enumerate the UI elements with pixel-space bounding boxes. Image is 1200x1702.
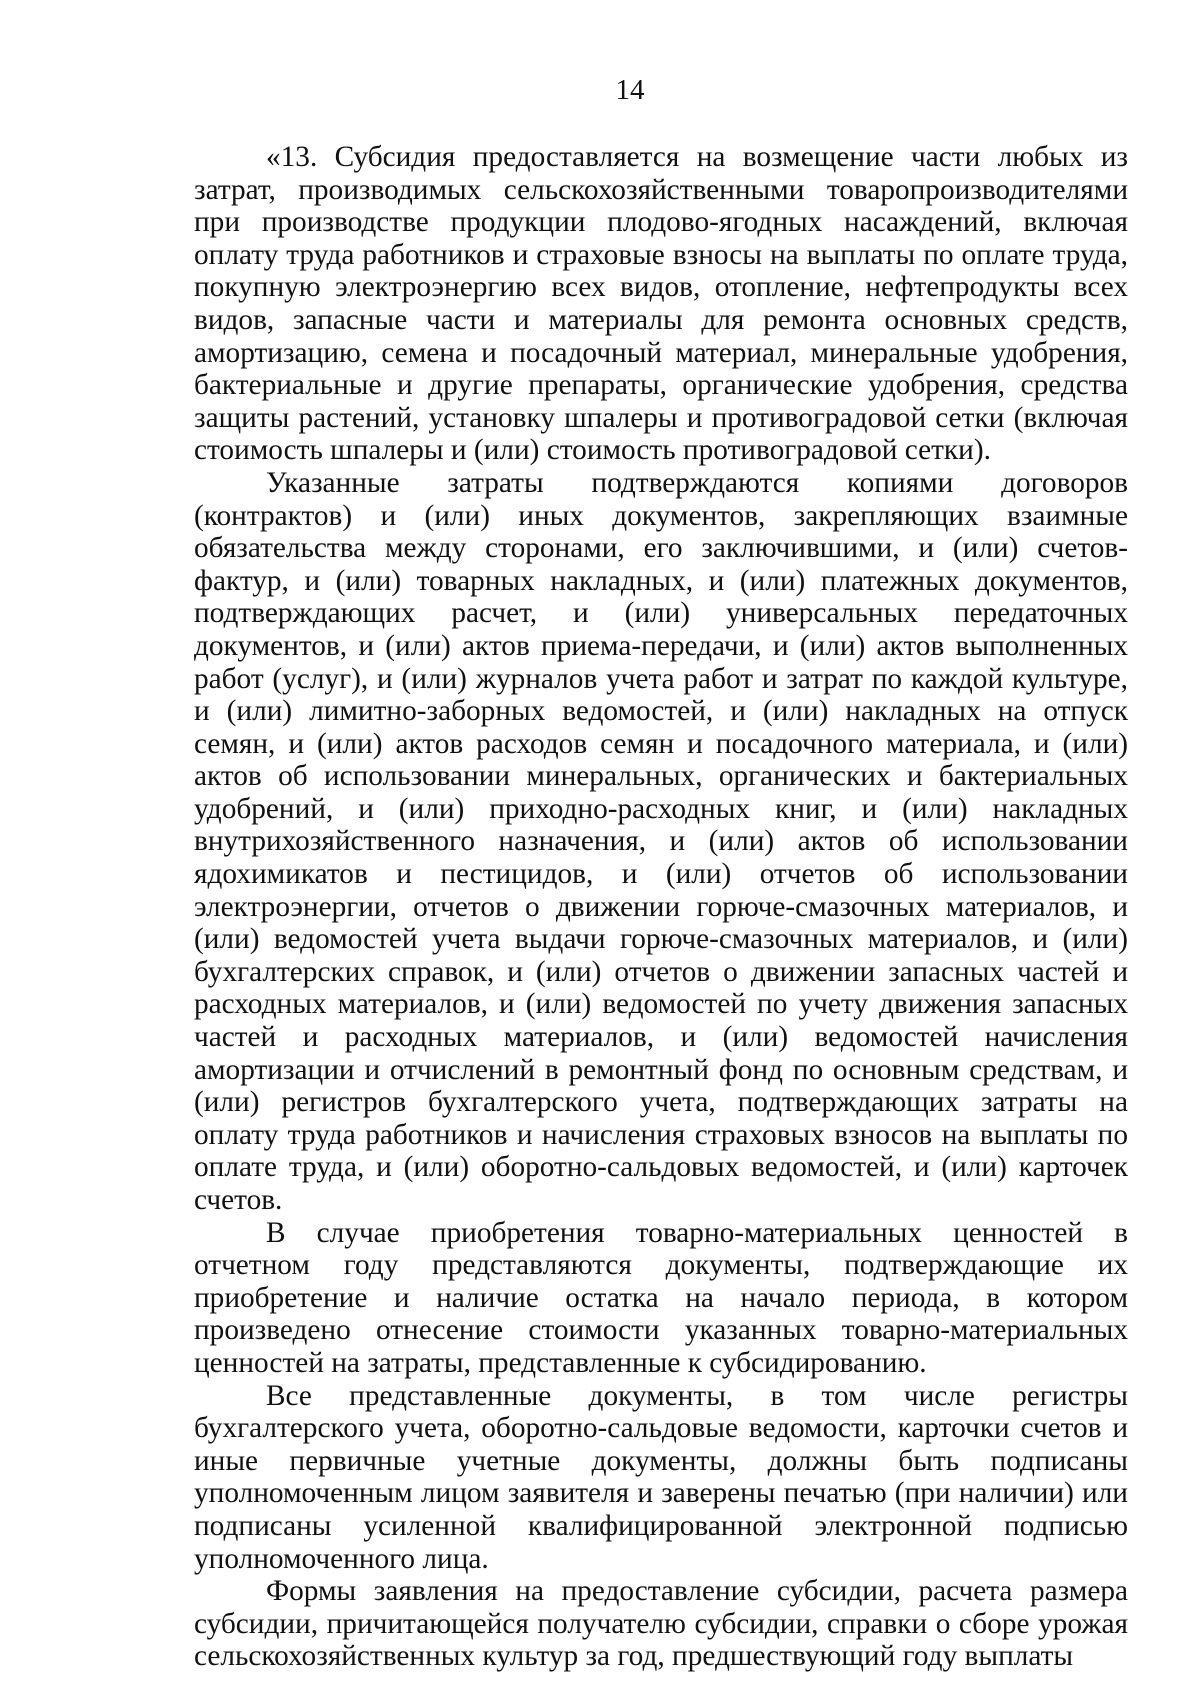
paragraph-inventory-acquisition: В случае приобретения товарно-материальных ценностей в отчетном году представляются документы, подтверждающие их приобретение и наличие остатка на начало периода, в котором произведено отнесение стоимости указанных товарно-материальных ценностей на затраты, представленные к субсидированию. (194, 1216, 1128, 1379)
page-number: 14 (615, 74, 645, 106)
paragraph-subsidy-clause: «13. Субсидия предоставляется на возмещение части любых из затрат, производимых сельскохозяйственными товаропроизводителями при производстве продукции плодово-ягодных насаждений, включая оплату труда работников и страховые взносы на выплаты по оплате труда, покупную электроэнергию всех видов, отопление, нефтепродукты всех видов, запасные части и материалы для ремонта основных средств, амортизацию, семена и посадочный материал, минеральные удобрения, бактериальные и другие препараты, органические удобрения, средства защиты растений, установку шпалеры и противоградовой сетки (включая стоимость шпалеры и (или) стоимость противоградовой сетки). (194, 141, 1128, 467)
paragraph-application-forms: Формы заявления на предоставление субсидии, расчета размера субсидии, причитающейся получателю субсидии, справки о сборе урожая сельскохозяйственных культур за год, предшествующий году выплаты (194, 1575, 1128, 1673)
paragraph-confirming-documents: Указанные затраты подтверждаются копиями договоров (контрактов) и (или) иных документов, закрепляющих взаимные обязательства между сторонами, его заключившими, и (или) счетов-фактур, и (или) товарных накладных, и (или) платежных документов, подтверждающих расчет, и (или) универсальных передаточных документов, и (или) актов приема-передачи, и (или) актов выполненных работ (услуг), и (или) журналов учета работ и затрат по каждой культуре, и (или) лимитно-заборных ведомостей, и (или) накладных на отпуск семян, и (или) актов расходов семян и посадочного материала, и (или) актов об использовании минеральных, органических и бактериальных удобрений, и (или) приходно-расходных книг, и (или) накладных внутрихозяйственного назначения, и (или) актов об использовании ядохимикатов и пестицидов, и (или) отчетов об использовании электроэнергии, отчетов о движении горюче-смазочных материалов, и (или) ведомостей учета выдачи горюче-смазочных материалов, и (или) бухгалтерских справок, и (или) отчетов о движении запасных частей и расходных материалов, и (или) ведомостей по учету движения запасных частей и расходных материалов, и (или) ведомостей начисления амортизации и отчислений в ремонтный фонд по основным средствам, и (или) регистров бухгалтерского учета, подтверждающих затраты на оплату труда работников и начисления страховых взносов на выплаты по оплате труда, и (или) оборотно-сальдовых ведомостей, и (или) карточек счетов. (194, 466, 1128, 1216)
paragraph-signature-requirements: Все представленные документы, в том числе регистры бухгалтерского учета, оборотно-сальдовые ведомости, карточки счетов и иные первичные учетные документы, должны быть подписаны уполномоченным лицом заявителя и заверены печатью (при наличии) или подписаны усиленной квалифицированной электронной подписью уполномоченного лица. (194, 1379, 1128, 1575)
document-body (194, 141, 1128, 1673)
